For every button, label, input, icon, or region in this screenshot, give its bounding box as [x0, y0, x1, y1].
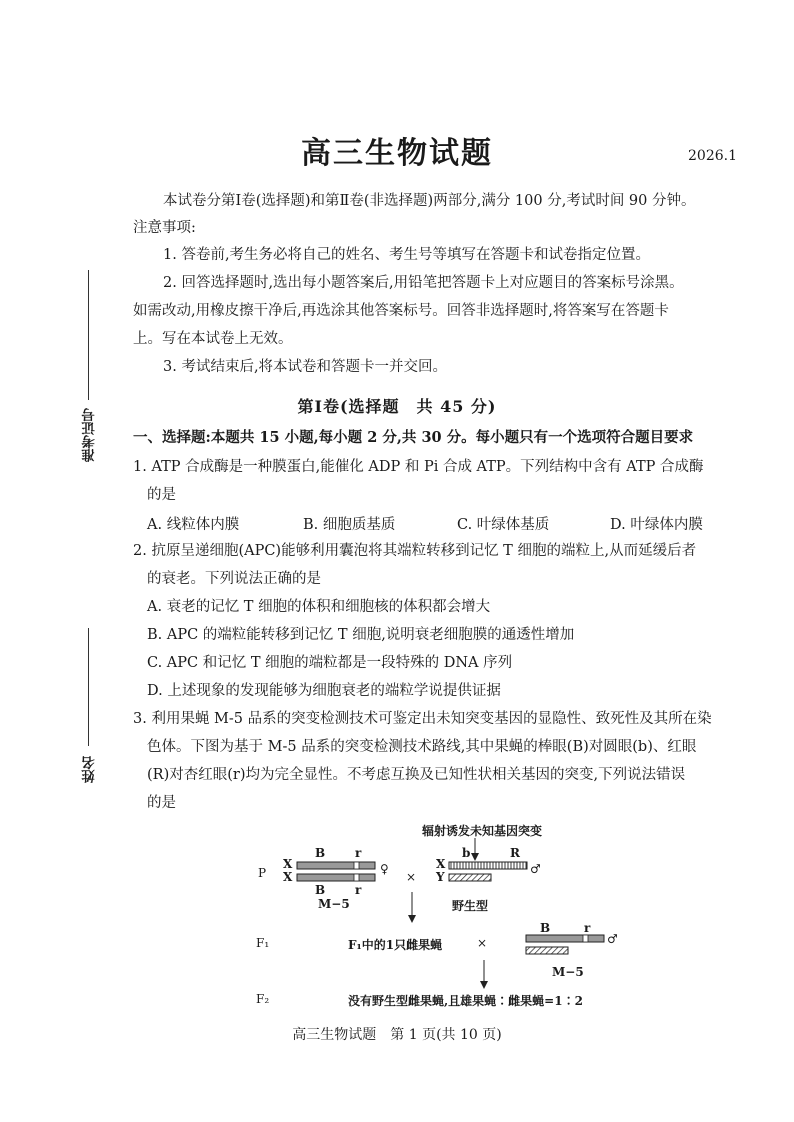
q2-option-d: D. 上述现象的发现能够为细胞衰老的端粒学说提供证据	[147, 683, 501, 699]
allele-R-wild: R	[510, 846, 520, 860]
q2-option-c: C. APC 和记忆 T 细胞的端粒都是一段特殊的 DNA 序列	[147, 655, 513, 671]
q3-stem-3: (R)对杏红眼(r)均为完全显性。不考虑互换及已知性状相关基因的突变,下列说法错误	[147, 767, 686, 783]
m5-label-p: M−5	[318, 897, 350, 911]
notice-2-cont: 如需改动,用橡皮擦干净后,再选涂其他答案标号。回答非选择题时,将答案写在答题卡	[133, 303, 669, 319]
notice-3: 3. 考试结束后,将本试卷和答题卡一并交回。	[163, 359, 448, 375]
male-symbol-p: ♂	[530, 862, 541, 876]
q1-option-d: D. 叶绿体内膜	[610, 517, 703, 533]
p-male-y: Y	[436, 870, 445, 884]
q2-option-b: B. APC 的端粒能转移到记忆 T 细胞,说明衰老细胞膜的通透性增加	[147, 627, 575, 643]
generation-f1: F₁	[256, 936, 270, 950]
q2-stem-2: 的衰老。下列说法正确的是	[147, 571, 321, 587]
p-female-x-upper: X	[283, 857, 293, 871]
wild-x-chromosome	[449, 862, 527, 869]
allele-b-upper: B	[315, 846, 326, 860]
cross-symbol-f1: ×	[477, 936, 488, 950]
q1-option-c: C. 叶绿体基质	[457, 517, 550, 533]
q2-stem-1: 2. 抗原呈递细胞(APC)能够利用囊泡将其端粒转移到记忆 T 细胞的端粒上,从而延缓后者	[133, 543, 697, 559]
allele-b-lower: B	[315, 883, 326, 897]
q1-option-b: B. 细胞质基质	[303, 517, 396, 533]
f2-result: 没有野生型雌果蝇,且雄果蝇∶雌果蝇=1∶2	[348, 994, 583, 1008]
m5-x-chromosome-lower	[297, 874, 375, 881]
male-symbol-f1: ♂	[607, 932, 618, 946]
q1-stem-1: 1. ATP 合成酶是一种膜蛋白,能催化 ADP 和 Pi 合成 ATP。下列结构中含有 ATP 合成酶	[133, 459, 704, 475]
exam-id-label: 准考证号	[82, 408, 98, 462]
exam-id-line	[88, 270, 89, 400]
wild-y-chromosome	[449, 874, 491, 881]
allele-b-wild: b	[462, 846, 471, 860]
p-female-x-lower: X	[283, 870, 293, 884]
page-title: 高三生物试题	[301, 136, 493, 171]
cross-symbol-p: ×	[406, 870, 417, 884]
q1-option-a: A. 线粒体内膜	[147, 517, 240, 533]
f1-m5-y-chromosome	[526, 947, 568, 954]
name-line	[88, 628, 89, 746]
q3-stem-2: 色体。下图为基于 M-5 品系的突变检测技术路线,其中果蝇的棒眼(B)对圆眼(b)、红眼	[147, 739, 697, 755]
allele-b-f1: B	[540, 921, 551, 935]
q2-option-a: A. 衰老的记忆 T 细胞的体积和细胞核的体积都会增大	[147, 599, 491, 615]
m5-label-f1: M−5	[552, 965, 584, 979]
q3-stem-1: 3. 利用果蝇 M-5 品系的突变检测技术可鉴定出未知突变基因的显隐性、致死性及其所在染	[133, 711, 712, 727]
p-male-x: X	[436, 857, 446, 871]
generation-f2: F₂	[256, 992, 270, 1006]
m5-x-chromosome-upper	[297, 862, 375, 869]
mutation-label: 辐射诱发未知基因突变	[422, 824, 543, 838]
name-label: 姓名	[82, 756, 98, 783]
notice-2: 2. 回答选择题时,选出每小题答案后,用铅笔把答题卡上对应题目的答案标号涂黑。	[163, 275, 684, 291]
q3-stem-4: 的是	[147, 795, 176, 811]
intro-text: 本试卷分第Ⅰ卷(选择题)和第Ⅱ卷(非选择题)两部分,满分 100 分,考试时间 90 分钟。	[163, 193, 696, 209]
notice-title: 注意事项:	[133, 220, 196, 236]
exam-date: 2026.1	[688, 148, 737, 164]
wild-type-label: 野生型	[452, 899, 489, 913]
notice-2-end: 上。写在本试卷上无效。	[133, 331, 293, 347]
notice-1: 1. 答卷前,考生务必将自己的姓名、考生号等填写在答题卡和试卷指定位置。	[163, 247, 651, 263]
female-symbol: ♀	[380, 862, 389, 876]
allele-r-f1: r	[584, 921, 591, 935]
f1-m5-x-chromosome	[526, 935, 604, 942]
allele-r-lower: r	[355, 883, 362, 897]
r-locus-mark-upper	[354, 862, 359, 869]
r-locus-mark-lower	[354, 874, 359, 881]
page-footer: 高三生物试题 第 1 页(共 10 页)	[292, 1027, 502, 1043]
f1-female-fly: F₁中的1只雌果蝇	[348, 938, 443, 952]
section-title: 第Ⅰ卷(选择题 共 45 分)	[297, 397, 497, 416]
part-heading: 一、选择题:本题共 15 小题,每小题 2 分,共 30 分。每小题只有一个选项符合题目要求	[133, 429, 694, 446]
generation-p: P	[258, 866, 267, 880]
q1-stem-2: 的是	[147, 487, 176, 503]
allele-r-upper: r	[355, 846, 362, 860]
